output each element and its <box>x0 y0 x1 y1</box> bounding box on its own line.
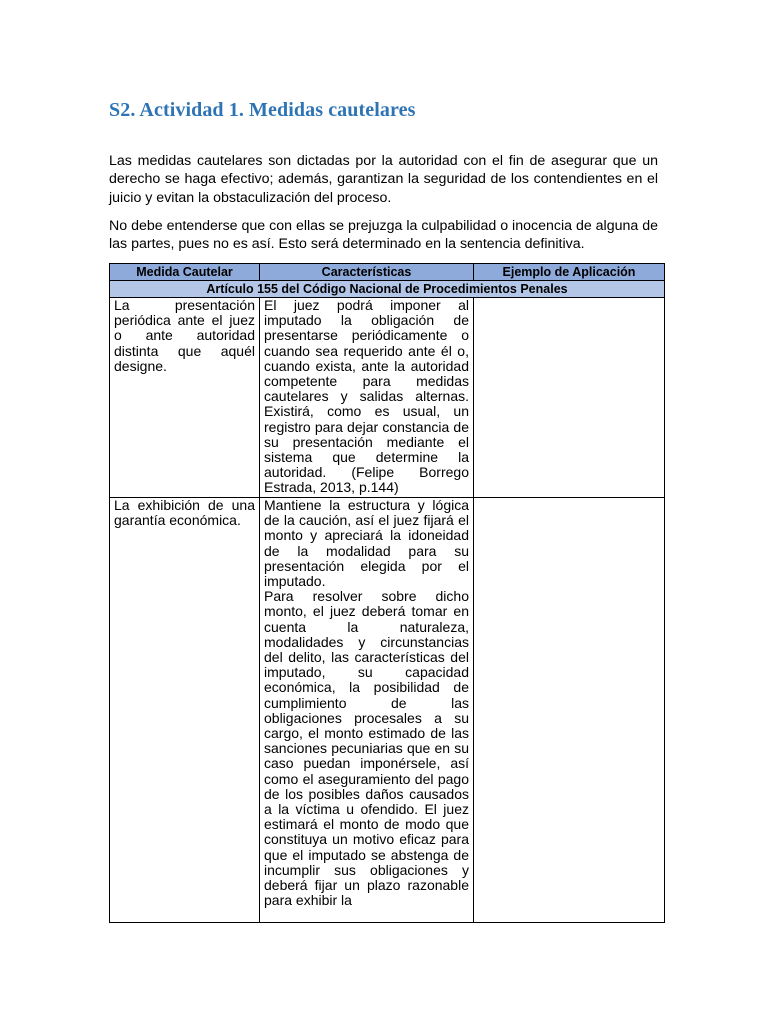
measure-cell: La presentación periódica ante el juez o ante autoridad distinta que aquél designe. <box>110 298 260 498</box>
header-ejemplo-aplicacion: Ejemplo de Aplicación <box>474 264 665 281</box>
page-title: S2. Actividad 1. Medidas cautelares <box>109 99 416 121</box>
measures-table <box>109 263 665 923</box>
header-caracteristicas: Características <box>260 264 474 281</box>
characteristics-cell <box>260 498 474 923</box>
measure-cell: La exhibición de una garantía económica. <box>110 498 260 923</box>
characteristics-paragraph: Mantiene la estructura y lógica de la caución, así el juez fijará el monto y apreciará la idoneidad de la modalidad para su presentación elegida por el imputado. <box>264 498 469 590</box>
article-title: Artículo 155 del Código Nacional de Procedimientos Penales <box>110 281 665 298</box>
table-row <box>110 298 665 498</box>
example-cell[interactable] <box>474 298 665 498</box>
example-cell[interactable] <box>474 498 665 923</box>
article-row <box>110 281 665 298</box>
header-medida-cautelar: Medida Cautelar <box>110 264 260 281</box>
clarification-paragraph: No debe entenderse que con ellas se prejuzga la culpabilidad o inocencia de alguna de las partes, pues no es así. Esto será determinado en la sentencia definitiva. <box>109 218 658 253</box>
characteristics-cell: El juez podrá imponer al imputado la obligación de presentarse periódicamente o cuando sea requerido ante él o, cuando exista, ante la autoridad competente para medidas cautelares y salidas alternas. Existirá, como es usual, un registro para dejar constancia de su presentación mediante el sistema que determine la autoridad. (Felipe Borrego Estrada, 2013, p.144) <box>260 298 474 498</box>
table-header-row <box>110 264 665 281</box>
intro-paragraph: Las medidas cautelares son dictadas por la autoridad con el fin de asegurar que un derecho se haga efectivo; además, garantizan la seguridad de los contendientes en el juicio y evitan la obstaculización del proceso. <box>109 153 658 206</box>
characteristics-paragraph: Para resolver sobre dicho monto, el juez deberá tomar en cuenta la naturaleza, modalidades y circunstancias del delito, las características del imputado, su capacidad económica, la posibilidad de cumplimiento de las obligaciones procesales a su cargo, el monto estimado de las sanciones pecuniarias que en su caso puedan imponérsele, así como el aseguramiento del pago de los posibles daños causados a la víctima u ofendido. El juez estimará el monto de modo que constituya un motivo eficaz para que el imputado se abstenga de incumplir sus obligaciones y deberá fijar un plazo razonable para exhibir la <box>264 588 469 909</box>
table-row <box>110 498 665 923</box>
